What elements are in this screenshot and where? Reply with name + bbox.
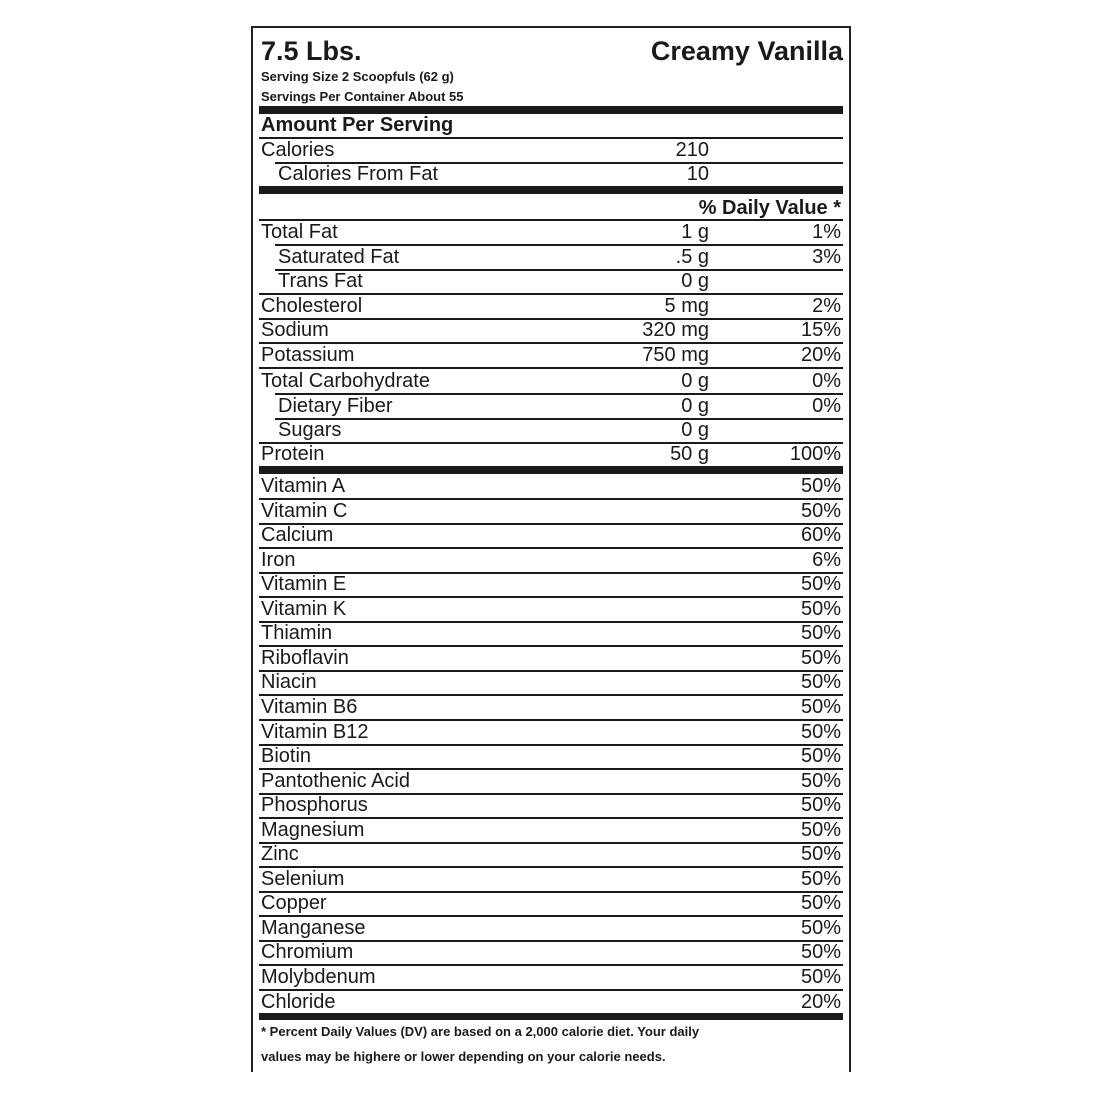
nutrition-facts-panel <box>251 26 851 1072</box>
vitamin-name: Vitamin B12 <box>261 721 369 743</box>
vitamin-dv: 50% <box>800 868 841 890</box>
vitamin-dv: 50% <box>800 966 841 988</box>
vitamin-row <box>261 621 841 645</box>
amount-per-serving-row <box>261 113 841 137</box>
nutrient-amount: .5 g <box>675 246 709 268</box>
vitamin-dv: 50% <box>800 671 841 693</box>
vitamin-dv: 50% <box>800 819 841 841</box>
calories-from-fat-row <box>261 162 841 186</box>
vitamin-row <box>261 499 841 523</box>
nutrient-name: Total Carbohydrate <box>261 370 430 392</box>
nutrient-name: Dietary Fiber <box>278 395 393 417</box>
nutrient-name: Sugars <box>278 419 342 441</box>
vitamin-name: Calcium <box>261 524 334 546</box>
vitamin-name: Zinc <box>261 843 299 865</box>
calories-label: Calories <box>261 139 335 161</box>
nutrient-row <box>261 369 841 393</box>
nutrient-dv: 1% <box>812 221 841 243</box>
vitamin-row <box>261 646 841 670</box>
nutrient-dv: 15% <box>800 319 841 341</box>
vitamin-dv: 60% <box>800 524 841 546</box>
vitamin-dv: 50% <box>800 941 841 963</box>
vitamin-name: Iron <box>261 549 296 571</box>
vitamin-dv: 50% <box>800 794 841 816</box>
nutrient-row <box>261 418 841 442</box>
vitamin-row <box>261 891 841 915</box>
vitamin-row <box>261 990 841 1014</box>
nutrient-name: Trans Fat <box>278 270 363 292</box>
vitamin-row <box>261 474 841 498</box>
vitamin-name: Vitamin B6 <box>261 696 358 718</box>
nutrient-name: Protein <box>261 443 325 465</box>
vitamin-dv: 50% <box>800 721 841 743</box>
vitamin-dv: 50% <box>800 696 841 718</box>
vitamin-row <box>261 842 841 866</box>
footnote-line-2: values may be highere or lower depending on your calorie needs. <box>261 1049 666 1064</box>
daily-value-header-row <box>261 196 841 220</box>
vitamin-name: Vitamin K <box>261 598 347 620</box>
vitamin-row <box>261 769 841 793</box>
vitamin-row <box>261 818 841 842</box>
vitamin-row <box>261 548 841 572</box>
nutrient-amount: 50 g <box>670 443 709 465</box>
nutrient-name: Sodium <box>261 319 329 341</box>
servings-per-container: Servings Per Container About 55 <box>261 89 464 104</box>
vitamin-name: Biotin <box>261 745 312 767</box>
vitamin-dv: 50% <box>800 475 841 497</box>
nutrient-name: Potassium <box>261 344 355 366</box>
serving-size: Serving Size 2 Scoopfuls (62 g) <box>261 69 454 84</box>
vitamin-name: Vitamin A <box>261 475 346 497</box>
nutrient-amount: 0 g <box>681 419 709 441</box>
vitamin-dv: 50% <box>800 500 841 522</box>
vitamin-dv: 50% <box>800 843 841 865</box>
nutrient-amount: 0 g <box>681 370 709 392</box>
calories-from-fat-label: Calories From Fat <box>278 163 439 185</box>
calories-value: 210 <box>675 139 709 161</box>
nutrient-dv: 0% <box>812 370 841 392</box>
vitamin-name: Manganese <box>261 917 366 939</box>
vitamin-row <box>261 744 841 768</box>
thick-divider <box>259 1013 843 1020</box>
thick-divider <box>259 466 843 474</box>
container-size: 7.5 Lbs. <box>261 36 362 66</box>
nutrient-name: Total Fat <box>261 221 338 243</box>
vitamin-row <box>261 695 841 719</box>
nutrient-row <box>261 269 841 293</box>
nutrient-dv: 100% <box>789 443 841 465</box>
vitamin-name: Vitamin E <box>261 573 347 595</box>
calories-row <box>261 138 841 162</box>
nutrient-dv: 0% <box>812 395 841 417</box>
vitamin-dv: 20% <box>800 991 841 1013</box>
calories-from-fat-value: 10 <box>686 163 709 185</box>
nutrient-amount: 1 g <box>681 221 709 243</box>
vitamin-dv: 50% <box>800 892 841 914</box>
nutrient-amount: 750 mg <box>642 344 709 366</box>
vitamin-name: Thiamin <box>261 622 333 644</box>
vitamin-dv: 50% <box>800 745 841 767</box>
nutrient-row <box>261 294 841 318</box>
vitamin-row <box>261 793 841 817</box>
nutrient-name: Saturated Fat <box>278 246 400 268</box>
vitamin-dv: 6% <box>812 549 841 571</box>
vitamin-row <box>261 940 841 964</box>
nutrient-row <box>261 394 841 418</box>
nutrient-amount: 320 mg <box>642 319 709 341</box>
vitamin-name: Magnesium <box>261 819 365 841</box>
vitamin-name: Chloride <box>261 991 336 1013</box>
nutrient-row <box>261 245 841 269</box>
nutrient-row <box>261 343 841 367</box>
nutrient-name: Cholesterol <box>261 295 363 317</box>
vitamin-dv: 50% <box>800 770 841 792</box>
nutrient-amount: 0 g <box>681 395 709 417</box>
nutrient-row <box>261 318 841 342</box>
vitamin-dv: 50% <box>800 917 841 939</box>
nutrient-amount: 0 g <box>681 270 709 292</box>
vitamin-name: Niacin <box>261 671 317 693</box>
vitamin-name: Selenium <box>261 868 345 890</box>
vitamin-name: Phosphorus <box>261 794 368 816</box>
vitamin-dv: 50% <box>800 622 841 644</box>
vitamin-dv: 50% <box>800 647 841 669</box>
vitamin-dv: 50% <box>800 573 841 595</box>
thick-divider <box>259 186 843 194</box>
footnote-line-1: * Percent Daily Values (DV) are based on a 2,000 calorie diet. Your daily <box>261 1024 700 1039</box>
daily-value-header: % Daily Value * <box>698 197 841 219</box>
vitamin-dv: 50% <box>800 598 841 620</box>
vitamin-row <box>261 523 841 547</box>
nutrient-row <box>261 220 841 244</box>
vitamin-row <box>261 572 841 596</box>
nutrient-dv: 3% <box>812 246 841 268</box>
vitamin-name: Vitamin C <box>261 500 348 522</box>
nutrient-dv: 2% <box>812 295 841 317</box>
vitamin-name: Copper <box>261 892 327 914</box>
vitamin-row <box>261 867 841 891</box>
nutrient-amount: 5 mg <box>664 295 709 317</box>
amount-per-serving-label: Amount Per Serving <box>261 114 454 136</box>
vitamin-row <box>261 597 841 621</box>
vitamin-row <box>261 670 841 694</box>
flavor-name: Creamy Vanilla <box>650 36 843 66</box>
vitamin-name: Pantothenic Acid <box>261 770 410 792</box>
vitamin-row <box>261 916 841 940</box>
nutrient-dv: 20% <box>800 344 841 366</box>
vitamin-row <box>261 965 841 989</box>
vitamin-name: Riboflavin <box>261 647 349 669</box>
vitamin-name: Molybdenum <box>261 966 376 988</box>
nutrient-row <box>261 442 841 466</box>
vitamin-name: Chromium <box>261 941 354 963</box>
vitamin-row <box>261 720 841 744</box>
